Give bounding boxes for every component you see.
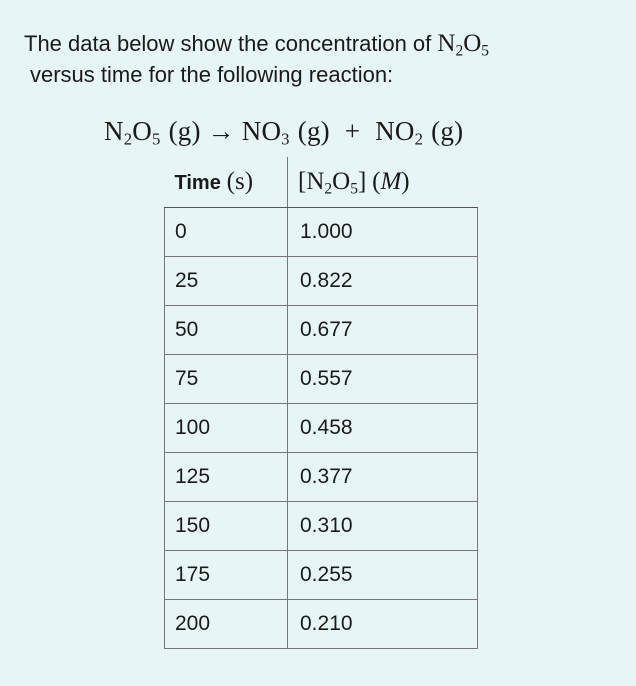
formula-n: N <box>437 30 456 57</box>
intro-formula <box>437 30 490 60</box>
product-1-sub: 3 <box>281 129 290 149</box>
product-2-sub: 2 <box>414 129 424 149</box>
time-cell: 175 <box>165 550 288 599</box>
reactant-state: (g) <box>168 116 201 146</box>
reaction-arrow: → <box>207 116 235 146</box>
reactant <box>104 116 201 149</box>
table-row <box>165 550 478 599</box>
formula-n-sub: 2 <box>455 42 464 60</box>
concentration-table <box>164 157 478 649</box>
header-time <box>165 157 288 207</box>
header-conc-o: O <box>332 167 351 195</box>
header-conc-unit <box>372 168 409 195</box>
table-row <box>165 599 478 648</box>
product-2-state: (g) <box>431 116 464 146</box>
reactant-o: O <box>132 116 152 146</box>
table-body <box>165 207 478 648</box>
header-unit-close: ) <box>401 167 410 195</box>
reactant-n: N <box>104 116 124 146</box>
intro-text <box>24 28 614 90</box>
product-1 <box>241 116 330 149</box>
concentration-cell: 0.255 <box>288 550 478 599</box>
concentration-cell: 0.310 <box>288 501 478 550</box>
time-cell: 75 <box>165 354 288 403</box>
reactant-o-sub: 5 <box>151 129 161 149</box>
time-cell: 0 <box>165 207 288 256</box>
table-header-row <box>165 157 478 207</box>
header-conc-close: ] <box>357 167 367 195</box>
table-row <box>165 256 478 305</box>
header-unit-m: M <box>380 167 402 195</box>
product-2-formula: NO <box>375 116 415 146</box>
time-cell: 150 <box>165 501 288 550</box>
header-unit-open: ( <box>372 167 381 195</box>
concentration-cell: 1.000 <box>288 207 478 256</box>
concentration-cell: 0.458 <box>288 403 478 452</box>
product-2 <box>375 116 464 149</box>
header-conc-o-sub: 5 <box>350 180 358 198</box>
table-row <box>165 207 478 256</box>
time-cell: 50 <box>165 305 288 354</box>
formula-o: O <box>463 30 482 57</box>
plus-sign: + <box>344 116 361 146</box>
product-1-formula: NO <box>241 116 282 146</box>
concentration-cell: 0.377 <box>288 452 478 501</box>
intro-line-2: versus time for the following reaction: <box>30 62 394 87</box>
product-1-state: (g) <box>297 116 330 146</box>
time-cell: 125 <box>165 452 288 501</box>
time-cell: 25 <box>165 256 288 305</box>
header-concentration <box>288 157 478 207</box>
header-time-label: Time <box>174 171 221 194</box>
table-row <box>165 452 478 501</box>
header-time-unit: (s) <box>226 167 254 195</box>
time-cell: 100 <box>165 403 288 452</box>
concentration-cell: 0.822 <box>288 256 478 305</box>
time-cell: 200 <box>165 599 288 648</box>
intro-line-1-text: The data below show the concentration of <box>24 31 432 56</box>
concentration-cell: 0.557 <box>288 354 478 403</box>
concentration-cell: 0.677 <box>288 305 478 354</box>
table-row <box>165 305 478 354</box>
intro-line-1 <box>24 28 614 59</box>
table-row <box>165 403 478 452</box>
header-conc-n-sub: 2 <box>324 180 333 198</box>
reaction-equation <box>104 116 463 147</box>
header-conc-open: [N <box>298 167 325 195</box>
table-row <box>165 354 478 403</box>
table-row <box>165 501 478 550</box>
formula-o-sub: 5 <box>481 42 490 60</box>
concentration-cell: 0.210 <box>288 599 478 648</box>
reactant-n-sub: 2 <box>123 129 133 149</box>
header-conc-formula <box>298 167 367 198</box>
